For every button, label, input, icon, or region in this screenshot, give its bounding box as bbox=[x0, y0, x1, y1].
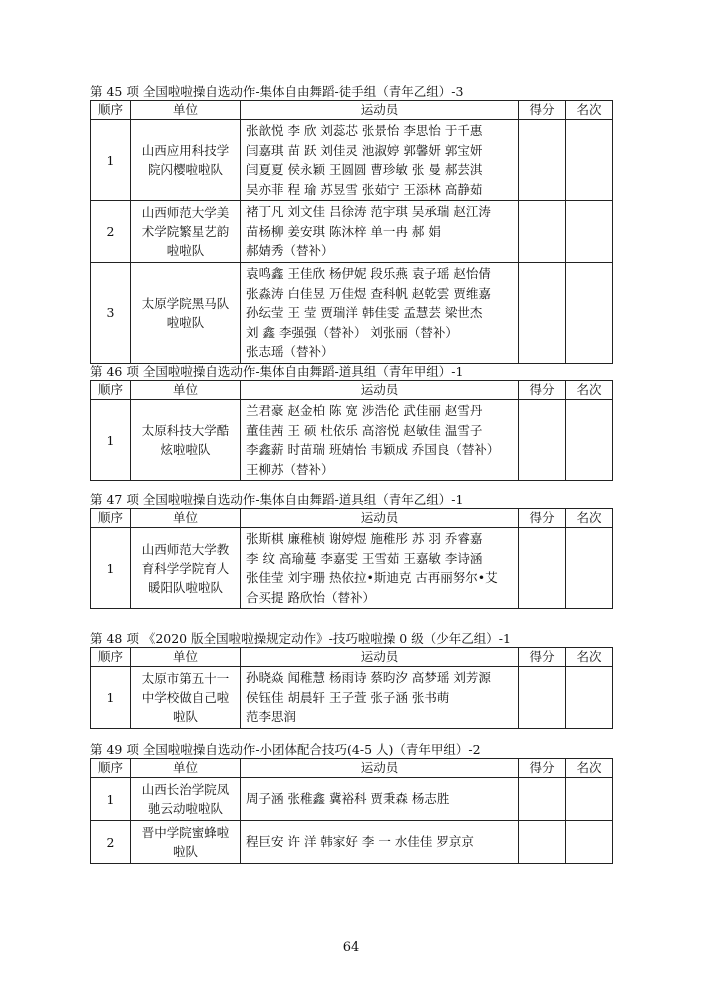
event-title: 第 48 项 《2020 版全国啦啦操规定动作》-技巧啦啦操 0 级（少年乙组）-1 bbox=[90, 631, 511, 646]
row-seq: 1 bbox=[91, 400, 131, 481]
row-athletes bbox=[241, 201, 519, 263]
row-score bbox=[519, 667, 566, 729]
event-section bbox=[90, 492, 612, 609]
athlete-line: 程巨安 许 洋 韩家好 李 一 水佳佳 罗京京 bbox=[246, 834, 474, 850]
athlete-line: 闫夏夏 侯永颖 王圆圆 曹珍敏 张 曼 郝芸淇 bbox=[246, 162, 483, 177]
athlete-line: 郝婧秀（替补） bbox=[246, 243, 334, 259]
athlete-line: 刘 鑫 李强强（替补） 刘张丽（替补） bbox=[246, 324, 458, 340]
header-athletes: 运动员 bbox=[241, 648, 519, 667]
row-unit: 太原学院黑马队啦啦队 bbox=[131, 263, 241, 364]
athlete-line: 张淼涛 白佳昱 万佳煜 查科帆 赵乾雲 贾维嘉 bbox=[246, 285, 491, 301]
row-unit: 山西师范大学美术学院繁星艺韵啦啦队 bbox=[131, 201, 241, 263]
row-rank bbox=[566, 201, 613, 263]
row-seq: 1 bbox=[91, 120, 131, 201]
event-section bbox=[90, 631, 612, 729]
row-athletes bbox=[241, 821, 519, 864]
row-rank bbox=[566, 400, 613, 481]
table-row bbox=[91, 400, 613, 481]
row-unit: 山西长治学院凤驰云动啦啦队 bbox=[131, 778, 241, 821]
row-rank bbox=[566, 120, 613, 201]
athlete-line: 张佳莹 刘宇珊 热依拉•斯迪克 古再丽努尔•艾 bbox=[246, 570, 498, 585]
header-rank: 名次 bbox=[566, 759, 613, 778]
athlete-line: 李鑫薪 时苗瑞 班婧怡 韦颖成 乔国良（替补） bbox=[246, 442, 500, 457]
table-header-row bbox=[91, 101, 613, 120]
athlete-line: 孙晓焱 闻稚慧 杨雨诗 蔡昀汐 高梦瑶 刘芳源 bbox=[246, 670, 491, 686]
header-seq: 顺序 bbox=[91, 648, 131, 667]
event-title: 第 49 项 全国啦啦操自选动作-小团体配合技巧(4-5 人)（青年甲组）-2 bbox=[90, 742, 481, 757]
table-row bbox=[91, 667, 613, 729]
table-row bbox=[91, 201, 613, 263]
row-athletes bbox=[241, 400, 519, 481]
results-table bbox=[90, 100, 613, 364]
results-table bbox=[90, 647, 613, 729]
athlete-line: 袁鸣鑫 王佳欣 杨伊妮 段乐燕 袁子瑶 赵怡倩 bbox=[246, 266, 491, 281]
event-section bbox=[90, 84, 612, 364]
header-seq: 顺序 bbox=[91, 381, 131, 400]
header-unit: 单位 bbox=[131, 648, 241, 667]
header-athletes: 运动员 bbox=[241, 101, 519, 120]
athlete-line: 张志瑶（替补） bbox=[246, 344, 334, 359]
athlete-line: 范李思润 bbox=[246, 709, 297, 725]
row-score bbox=[519, 400, 566, 481]
header-unit: 单位 bbox=[131, 381, 241, 400]
header-score: 得分 bbox=[519, 648, 566, 667]
event-section bbox=[90, 742, 612, 864]
athlete-line: 周子涵 张稚鑫 冀裕科 贾秉森 杨志胜 bbox=[246, 791, 450, 807]
page-number: 64 bbox=[342, 940, 360, 955]
row-unit: 太原市第五十一中学校做自己啦啦队 bbox=[131, 667, 241, 729]
event-title: 第 45 项 全国啦啦操自选动作-集体自由舞蹈-徒手组（青年乙组）-3 bbox=[90, 84, 464, 99]
athlete-line: 兰君豪 赵金柏 陈 宽 涉浩伦 武佳丽 赵雪丹 bbox=[246, 403, 483, 418]
header-score: 得分 bbox=[519, 381, 566, 400]
row-athletes bbox=[241, 263, 519, 364]
athlete-line: 张斯棋 廉稚桢 谢婷煜 施稚彤 苏 羽 乔睿嘉 bbox=[246, 531, 483, 546]
row-unit: 山西应用科技学院闪樱啦啦队 bbox=[131, 120, 241, 201]
row-seq: 2 bbox=[91, 821, 131, 864]
header-unit: 单位 bbox=[131, 759, 241, 778]
table-row bbox=[91, 821, 613, 864]
row-athletes bbox=[241, 778, 519, 821]
row-unit: 山西师范大学教育科学学院育人暖阳队啦啦队 bbox=[131, 528, 241, 609]
table-header-row bbox=[91, 759, 613, 778]
header-unit: 单位 bbox=[131, 509, 241, 528]
event-title: 第 47 项 全国啦啦操自选动作-集体自由舞蹈-道具组（青年乙组）-1 bbox=[90, 492, 464, 507]
header-rank: 名次 bbox=[566, 648, 613, 667]
row-score bbox=[519, 201, 566, 263]
results-table bbox=[90, 380, 613, 481]
row-score bbox=[519, 528, 566, 609]
header-rank: 名次 bbox=[566, 381, 613, 400]
header-unit: 单位 bbox=[131, 101, 241, 120]
results-table bbox=[90, 508, 613, 609]
athlete-line: 吴亦菲 程 瑜 苏昱雪 张茹宁 王添林 高静茹 bbox=[246, 181, 483, 197]
athlete-line: 张歆悦 李 欣 刘蕊芯 张景怡 李思怡 于千惠 bbox=[246, 123, 483, 138]
athlete-line: 合买提 路欣怡（替补） bbox=[246, 589, 375, 605]
athlete-line: 李 纹 高瑜蔓 李嘉雯 王雪茹 王嘉敏 李诗涵 bbox=[246, 550, 483, 566]
table-header-row bbox=[91, 648, 613, 667]
athlete-line: 王柳苏（替补） bbox=[246, 461, 334, 477]
header-rank: 名次 bbox=[566, 101, 613, 120]
row-score bbox=[519, 263, 566, 364]
row-rank bbox=[566, 263, 613, 364]
header-score: 得分 bbox=[519, 759, 566, 778]
table-row bbox=[91, 778, 613, 821]
row-score bbox=[519, 120, 566, 201]
event-title: 第 46 项 全国啦啦操自选动作-集体自由舞蹈-道具组（青年甲组）-1 bbox=[90, 364, 464, 379]
event-section bbox=[90, 364, 612, 481]
table-row bbox=[91, 528, 613, 609]
results-table bbox=[90, 758, 613, 864]
athlete-line: 孙纭莹 王 莹 贾瑞洋 韩佳雯 孟慧芸 梁世杰 bbox=[246, 305, 483, 320]
row-athletes bbox=[241, 528, 519, 609]
athlete-line: 侯钰佳 胡晨轩 王子萱 张子涵 张书萌 bbox=[246, 689, 450, 705]
athlete-line: 苗杨柳 姜安琪 陈沐梓 单一冉 郝 娟 bbox=[246, 223, 441, 239]
athlete-line: 董佳茜 王 硕 杜依乐 高溶悦 赵敏佳 温雪子 bbox=[246, 422, 483, 438]
athlete-line: 闫嘉琪 苗 跃 刘佳灵 池淑婷 郭馨妍 郭宝妍 bbox=[246, 142, 483, 158]
row-seq: 1 bbox=[91, 667, 131, 729]
row-rank bbox=[566, 821, 613, 864]
header-seq: 顺序 bbox=[91, 759, 131, 778]
row-seq: 1 bbox=[91, 528, 131, 609]
header-score: 得分 bbox=[519, 101, 566, 120]
header-score: 得分 bbox=[519, 509, 566, 528]
row-seq: 1 bbox=[91, 778, 131, 821]
row-athletes bbox=[241, 667, 519, 729]
table-row bbox=[91, 263, 613, 364]
header-athletes: 运动员 bbox=[241, 381, 519, 400]
row-score bbox=[519, 778, 566, 821]
row-athletes bbox=[241, 120, 519, 201]
header-rank: 名次 bbox=[566, 509, 613, 528]
header-seq: 顺序 bbox=[91, 509, 131, 528]
athlete-line: 褚丁凡 刘文佳 吕徐涛 范宇琪 吴承瑞 赵江涛 bbox=[246, 204, 491, 220]
row-rank bbox=[566, 667, 613, 729]
row-seq: 2 bbox=[91, 201, 131, 263]
row-unit: 太原科技大学酷炫啦啦队 bbox=[131, 400, 241, 481]
row-unit: 晋中学院蜜蜂啦啦队 bbox=[131, 821, 241, 864]
table-row bbox=[91, 120, 613, 201]
header-athletes: 运动员 bbox=[241, 759, 519, 778]
row-rank bbox=[566, 778, 613, 821]
table-header-row bbox=[91, 509, 613, 528]
row-seq: 3 bbox=[91, 263, 131, 364]
table-header-row bbox=[91, 381, 613, 400]
header-seq: 顺序 bbox=[91, 101, 131, 120]
header-athletes: 运动员 bbox=[241, 509, 519, 528]
row-rank bbox=[566, 528, 613, 609]
row-score bbox=[519, 821, 566, 864]
